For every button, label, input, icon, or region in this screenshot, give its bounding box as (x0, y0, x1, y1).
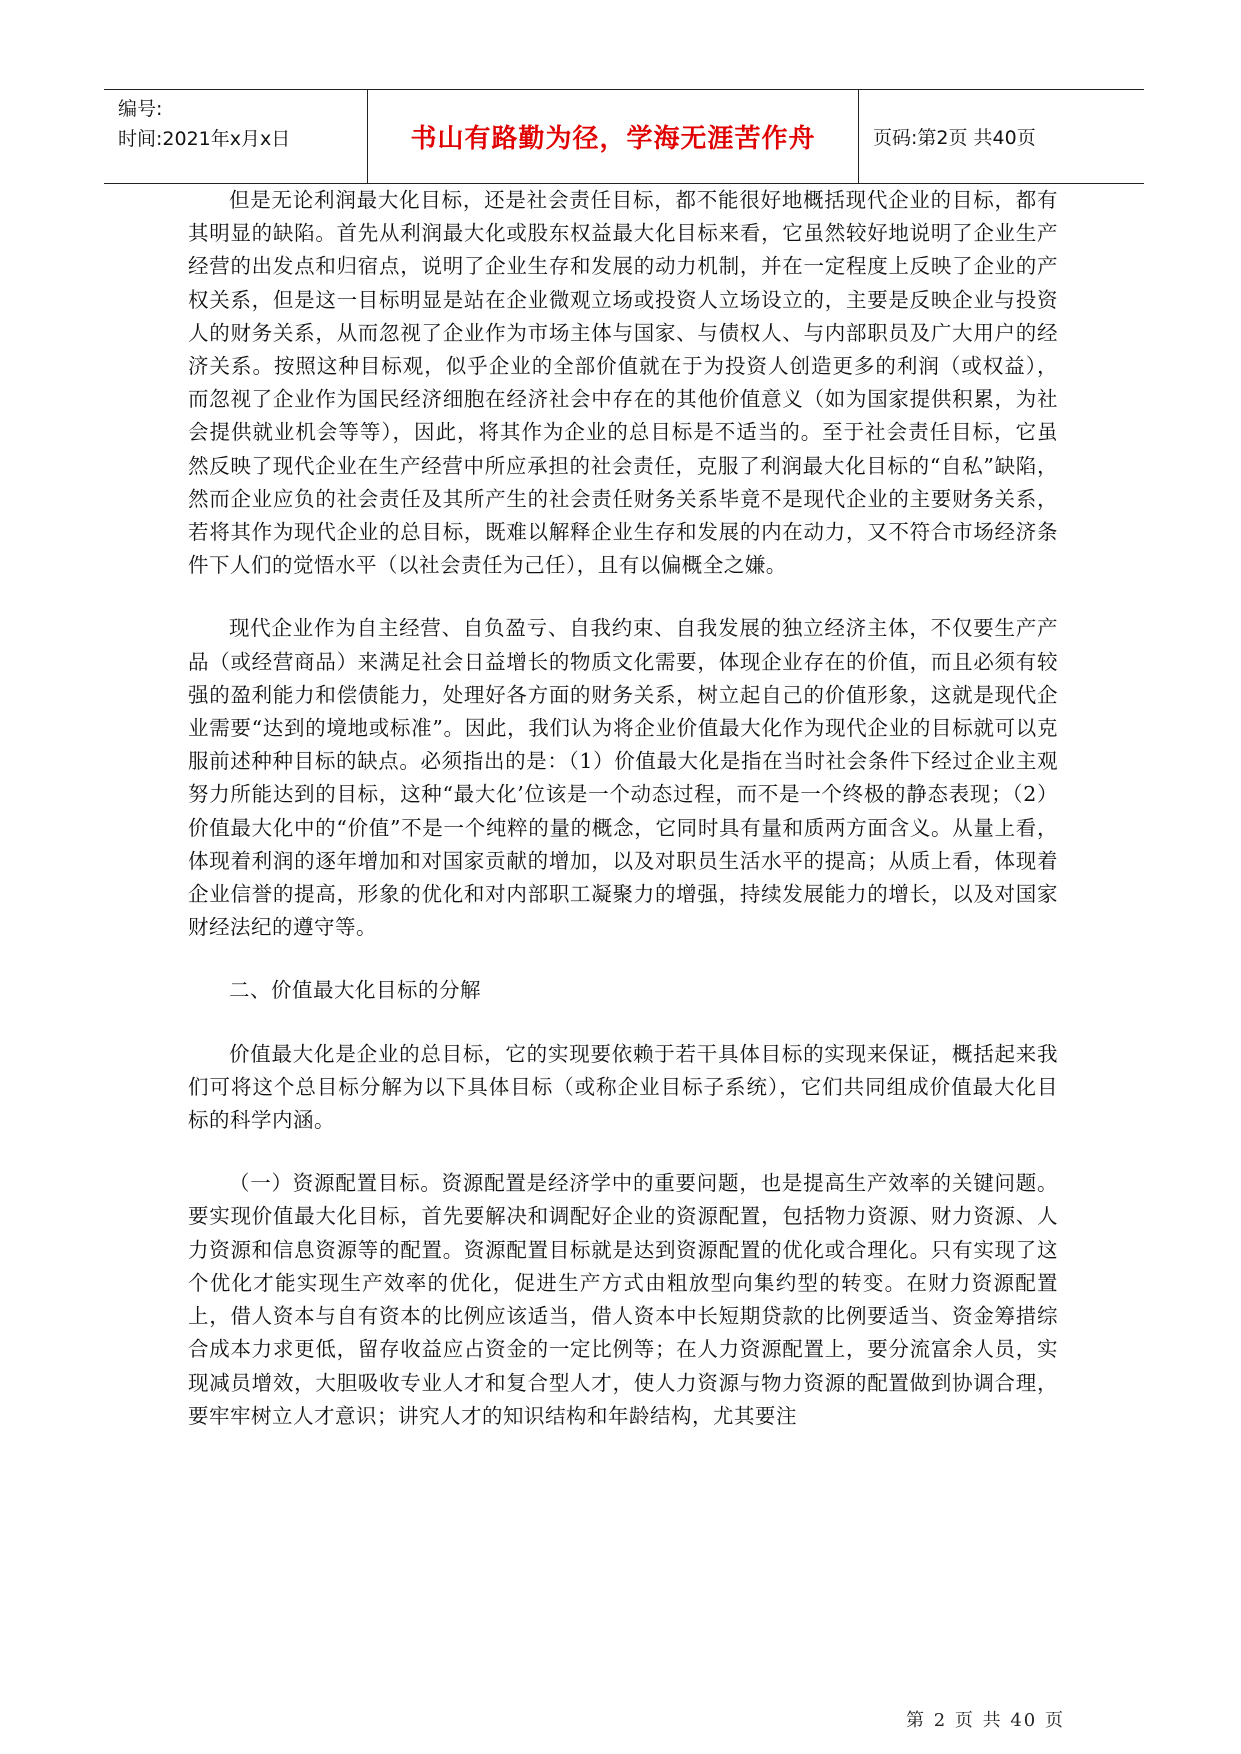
page-header (104, 89, 1144, 184)
section-heading: 二、价值最大化目标的分解 (229, 978, 481, 1003)
page-footer: 第 2 页 共 40 页 (906, 1710, 1065, 1731)
header-meta (104, 90, 368, 183)
body-paragraph: （一）资源配置目标。资源配置是经济学中的重要问题，也是提高生产效率的关键问题。要实现价值最大化目标，首先要解决和调配好企业的资源配置，包括物力资源、财力资源、人力资源和信息资源等的配置。资源配置目标就是达到资源配置的优化或合理化。只有实现了这个优化才能实现生产效率的优化，促进生产方式由粗放型向集约型的转变。在财力资源配置上，借人资本与自有资本的比例应该适当，借人资本中长短期贷款的比例要适当、资金筹措综合成本力求更低，留存收益应占资金的一定比例等；在人力资源配置上，要分流富余人员，实现减员增效，大胆吸收专业人才和复合型人才，使人力资源与物力资源的配置做到协调合理，要牢牢树立人才意识；讲究人才的知识结构和年龄结构，尤其要注 (188, 1171, 1058, 1428)
document-body (188, 184, 1058, 1463)
body-paragraph: 现代企业作为自主经营、自负盈亏、自我约束、自我发展的独立经济主体，不仅要生产产品（或经营商品）来满足社会日益增长的物质文化需要，体现企业存在的价值，而且必须有较强的盈利能力和偿债能力，处理好各方面的财务关系，树立起自己的价值形象，这就是现代企业需要“达到的境地或标准”。因此，我们认为将企业价值最大化作为现代企业的目标就可以克服前述种种目标的缺点。必须指出的是：（1）价值最大化是指在当时社会条件下经过企业主观努力所能达到的目标，这种“最大化’位该是一个动态过程，而不是一个终极的静态表现；（2）价值最大化中的“价值”不是一个纯粹的量的概念，它同时具有量和质两方面含义。从量上看，体现着利润的逐年增加和对国家贡献的增加，以及对职员生活水平的提高；从质上看，体现着企业信誉的提高，形象的优化和对内部职工凝聚力的增强，持续发展能力的增长，以及对国家财经法纪的遵守等。 (188, 616, 1058, 940)
body-paragraph: 但是无论利润最大化目标，还是社会责任目标，都不能很好地概括现代企业的目标，都有其明显的缺陷。首先从利润最大化或股东权益最大化目标来看，它虽然较好地说明了企业生产经营的出发点和归宿点，说明了企业生存和发展的动力机制，并在一定程度上反映了企业的产权关系，但是这一目标明显是站在企业微观立场或投资人立场设立的，主要是反映企业与投资人的财务关系，从而忽视了企业作为市场主体与国家、与债权人、与内部职员及广大用户的经济关系。按照这种目标观，似乎企业的全部价值就在于为投资人创造更多的利润（或权益），而忽视了企业作为国民经济细胞在经济社会中存在的其他价值意义（如为国家提供积累，为社会提供就业机会等等），因此，将其作为企业的总目标是不适当的。至于社会责任目标，它虽然反映了现代企业在生产经营中所应承担的社会责任，克服了利润最大化目标的“自私”缺陷，然而企业应负的社会责任及其所产生的社会责任财务关系毕竟不是现代企业的主要财务关系，若将其作为现代企业的总目标，既难以解释企业生存和发展的内在动力，又不符合市场经济条件下人们的觉悟水平（以社会责任为己任），且有以偏概全之嫌。 (188, 188, 1058, 578)
body-paragraph: 价值最大化是企业的总目标，它的实现要依赖于若干具体目标的实现来保证，概括起来我们可将这个总目标分解为以下具体目标（或称企业目标子系统），它们共同组成价值最大化目标的科学内涵。 (188, 1041, 1058, 1133)
header-motto: 书山有路勤为径，学海无涯苦作舟 (368, 90, 859, 183)
header-page-label: 页码:第2页 共40页 (873, 127, 1036, 149)
doc-number-label: 编号: (118, 98, 163, 120)
time-label: 时间:2021年x月x日 (118, 128, 291, 150)
